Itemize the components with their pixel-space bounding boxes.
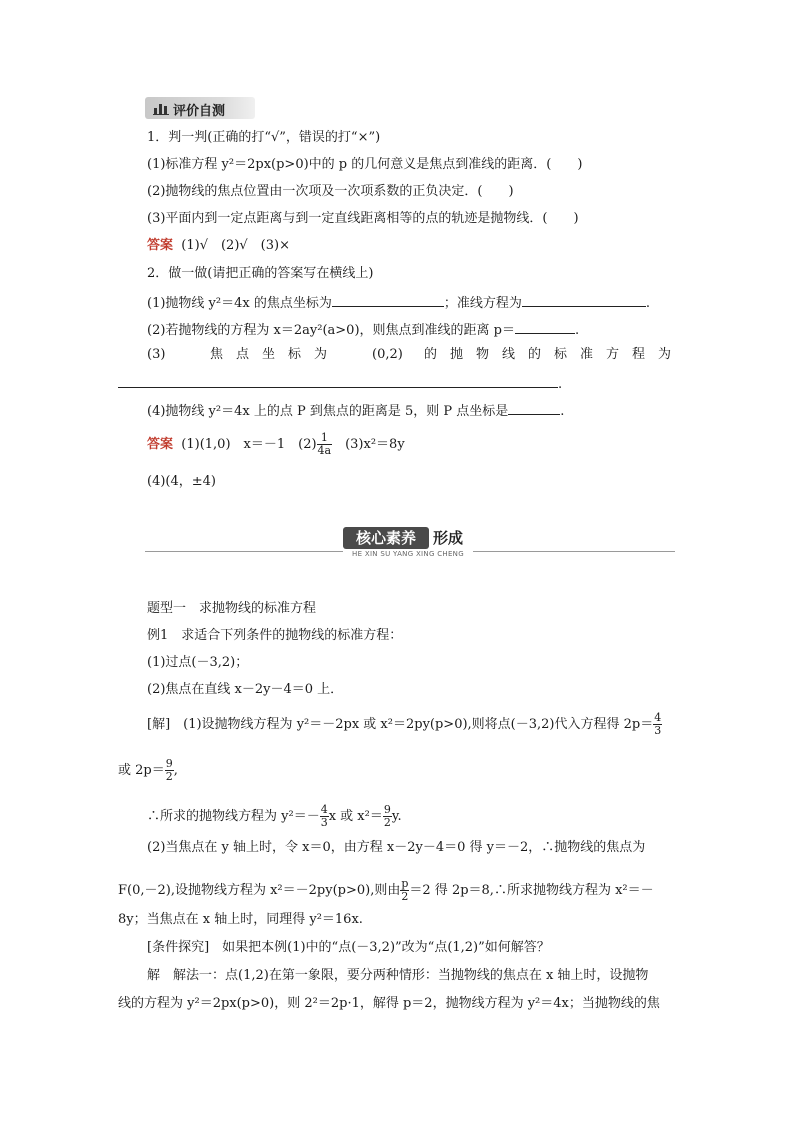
q1-answer-text: (1)√ (2)√ (3)×: [181, 238, 290, 253]
q2-item-2-text: (2)若抛物线的方程为 x＝2ay²(a>0)，则焦点到准线的距离 p＝: [147, 323, 515, 338]
solution-line-4: (2)当焦点在 y 轴上时，令 x＝0，由方程 x－2y－4＝0 得 y＝－2，∴抛物线的焦点为: [147, 840, 646, 855]
q2-item-3-point: (0,2): [372, 347, 403, 362]
q2-title: 2．做一做(请把正确的答案写在横线上): [147, 266, 374, 281]
q2-item-3-line: .: [118, 374, 562, 393]
solution-line-2: [118, 758, 178, 783]
q1-item-3: (3)平面内到一定点距离与到一定直线距离相等的点的轨迹是抛物线．( ): [147, 211, 579, 226]
solution-line-3: [147, 804, 402, 829]
fraction: [320, 804, 329, 829]
q2-answer-line2: (4)(4，±4): [147, 474, 216, 489]
q2-item-3-part-a: 焦 点 坐 标 为: [210, 347, 328, 362]
q2-answer-part-a: (1)(1,0) x＝－1 (2): [181, 437, 317, 452]
solution-text: [解] (1)设抛物线方程为 y²＝－2px 或 x²＝2py(p>0),则将点(－3,2)代入方程得 2p＝: [147, 717, 654, 732]
fraction-numerator: 1: [317, 432, 333, 445]
solution2-line-1: 解 解法一：点(1,2)在第一象限，要分两种情形：当抛物线的焦点在 x 轴上时，设抛物: [147, 968, 649, 983]
fraction: [383, 804, 392, 829]
fraction: [165, 758, 174, 783]
solution-text: ＝2 得 2p＝8,∴所求抛物线方程为 x²＝－: [409, 883, 654, 898]
fraction-denominator: 4a: [317, 444, 332, 457]
q2-item-4-text: (4)抛物线 y²＝4x 上的点 P 到焦点的距离是 5，则 P 点坐标是: [147, 404, 509, 419]
solution-text: ∴所求的抛物线方程为 y²＝－: [147, 809, 320, 824]
core-banner-box: 核心素养: [343, 527, 429, 549]
solution-text: 或 2p＝: [118, 763, 165, 778]
self-test-badge-label: 评价自测: [173, 104, 226, 119]
bar-chart-icon: [153, 101, 169, 115]
core-banner-tail: 形成: [433, 529, 464, 547]
fraction-numerator: 9: [165, 757, 173, 770]
example-title: 例1 求适合下列条件的抛物线的标准方程：: [147, 628, 403, 643]
solution-line-1: [147, 712, 662, 737]
fraction: [653, 712, 662, 737]
core-banner-pinyin: HE XIN SU YANG XING CHENG: [343, 550, 473, 558]
answer-blank[interactable]: [332, 293, 444, 307]
fraction-numerator: 4: [654, 711, 662, 724]
answer-blank[interactable]: [522, 293, 646, 307]
solution-text: x 或 x²＝: [328, 809, 383, 824]
condition-explore: [条件探究] 如果把本例(1)中的“点(－3,2)”改为“点(1,2)”如何解答？: [147, 940, 550, 955]
solution-text: y.: [391, 809, 402, 824]
q2-answer-part-b: (3)x²＝8y: [332, 437, 405, 452]
answer-blank[interactable]: [118, 374, 558, 388]
fraction-denominator: 2: [165, 770, 173, 783]
topic-heading: 题型一 求抛物线的标准方程: [147, 601, 317, 616]
solution-line-5: [118, 878, 654, 903]
solution-text: ,: [173, 763, 178, 778]
condition-2: (2)焦点在直线 x－2y－4＝0 上．: [147, 682, 344, 697]
fraction-denominator: 2: [383, 816, 391, 829]
solution-text: F(0,－2),设抛物线方程为 x²＝－2py(p>0),则由: [118, 883, 401, 898]
q2-item-1: (1)抛物线 y²＝4x 的焦点坐标为 ；准线方程为 .: [147, 293, 650, 312]
q1-item-2: (2)抛物线的焦点位置由一次项及一次项系数的正负决定．( ): [147, 184, 514, 199]
fraction: [317, 432, 333, 457]
self-test-badge: [145, 97, 255, 119]
q2-item-1-part-a: (1)抛物线 y²＝4x 的焦点坐标为: [147, 296, 332, 311]
answer-label: 答案: [147, 238, 174, 253]
q2-item-3-part-c: 的 抛 物 线 的 标 准 方 程 为: [424, 347, 672, 362]
fraction-denominator: 2: [401, 890, 409, 903]
q2-item-2: (2)若抛物线的方程为 x＝2ay²(a>0)，则焦点到准线的距离 p＝ .: [147, 320, 579, 339]
fraction-denominator: 3: [654, 724, 662, 737]
q2-item-3-num: (3): [147, 347, 166, 362]
q2-answer: [147, 432, 405, 457]
q1-item-1: (1)标准方程 y²＝2px(p>0)中的 p 的几何意义是焦点到准线的距离．( ): [147, 157, 583, 172]
fraction-denominator: 3: [320, 816, 328, 829]
solution2-line-2: 线的方程为 y²＝2px(p>0)，则 2²＝2p·1，解得 p＝2，抛物线方程为 y²＝4x；当抛物线的焦: [118, 996, 660, 1011]
answer-blank[interactable]: [508, 401, 560, 415]
q1-title: 1．判一判(正确的打“√”，错误的打“×”): [147, 130, 381, 145]
fraction-numerator: p: [401, 877, 409, 890]
core-banner: [145, 526, 675, 562]
q1-answer: [147, 238, 290, 254]
answer-label: 答案: [147, 437, 174, 452]
fraction-numerator: 9: [383, 803, 391, 816]
q2-item-1-part-b: ；准线方程为: [443, 296, 522, 311]
answer-blank[interactable]: [515, 320, 575, 334]
condition-1: (1)过点(－3,2)；: [147, 655, 249, 670]
fraction-numerator: 4: [320, 803, 328, 816]
q2-item-4: (4)抛物线 y²＝4x 上的点 P 到焦点的距离是 5，则 P 点坐标是 .: [147, 401, 564, 420]
solution-line-6: 8y；当焦点在 x 轴上时，同理得 y²＝16x.: [118, 912, 363, 927]
